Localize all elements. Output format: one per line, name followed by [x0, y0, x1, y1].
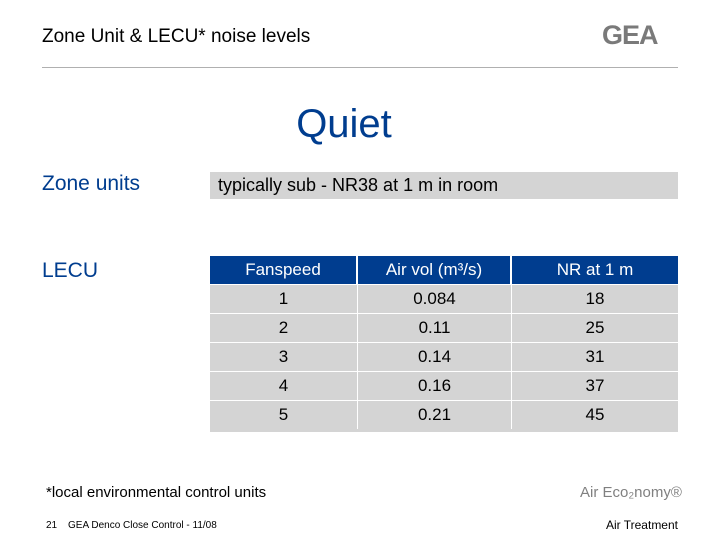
slide-title: Zone Unit & LECU* noise levels: [42, 26, 311, 47]
cell-fanspeed: 2: [210, 314, 358, 342]
cell-nr: 25: [585, 318, 605, 337]
cell-fanspeed: 3: [210, 343, 358, 371]
cell-nr: 31: [585, 347, 605, 366]
cell-air-volume: 0.14: [358, 343, 512, 371]
footnote: *local environmental control units: [46, 484, 267, 501]
table-header: [210, 256, 678, 284]
lecu-noise-table: [210, 256, 678, 432]
table-row: [210, 284, 678, 313]
zone-units-bar: [210, 172, 678, 199]
cell-air-volume: 0.084: [358, 285, 512, 313]
table-row: [210, 313, 678, 342]
cell-fanspeed: 4: [210, 372, 358, 400]
cell-air-volume: 0.11: [358, 314, 512, 342]
air-economy-logo: Air Eco₂nomy®: [580, 484, 682, 501]
table-row: [210, 400, 678, 429]
cell-fanspeed: 1: [210, 285, 358, 313]
gea-logo: [602, 22, 678, 48]
cell-fanspeed: 5: [210, 401, 358, 429]
zone-units-label: Zone units: [42, 172, 141, 195]
lecu-label: LECU: [42, 259, 99, 282]
footer-division: Air Treatment: [605, 518, 678, 532]
zone-units-text: typically sub - NR38 at 1 m in room: [218, 175, 499, 195]
table-row: [210, 342, 678, 371]
headline: [0, 102, 720, 147]
headline-text: Quiet: [296, 102, 392, 146]
footer-doc-label: GEA Denco Close Control - 11/08: [68, 520, 217, 531]
title-divider: [42, 67, 678, 68]
table-body: [210, 284, 678, 429]
header-fanspeed: Fanspeed: [210, 256, 358, 284]
table-row: [210, 371, 678, 400]
cell-nr: 37: [585, 376, 605, 395]
header-air-volume: Air vol (m³/s): [358, 256, 512, 284]
page-number: 21: [46, 520, 58, 531]
cell-air-volume: 0.16: [358, 372, 512, 400]
header-nr: NR at 1 m: [556, 260, 634, 279]
cell-air-volume: 0.21: [358, 401, 512, 429]
cell-nr: 18: [585, 289, 605, 308]
gea-logo-text: GEA: [602, 22, 658, 48]
cell-nr: 45: [585, 405, 605, 424]
